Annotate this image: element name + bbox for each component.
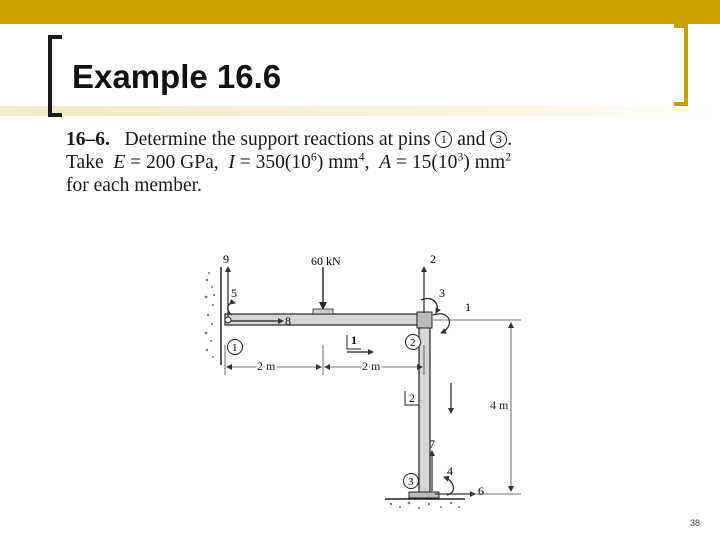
left-title-bracket bbox=[48, 35, 62, 117]
a-unit-exponent: 2 bbox=[505, 149, 512, 164]
i-exponent: 6 bbox=[310, 149, 317, 164]
problem-text-determine: Determine the support reactions at pins bbox=[124, 129, 431, 150]
page-number: 38 bbox=[690, 518, 701, 528]
code-8-label: 8 bbox=[285, 314, 291, 328]
code-4-label: 4 bbox=[447, 464, 453, 478]
load-60kn bbox=[313, 267, 333, 314]
code-7-label: 7 bbox=[429, 437, 435, 451]
a-unit: ) mm bbox=[463, 152, 506, 173]
right-title-bracket bbox=[674, 24, 688, 106]
code-1-label: 1 bbox=[465, 300, 471, 314]
code-5-label: 5 bbox=[231, 286, 237, 300]
dim-vertical-label: 4 m bbox=[490, 398, 509, 412]
code-9-label: 9 bbox=[223, 252, 229, 266]
node-3-label: 3 bbox=[408, 476, 414, 488]
problem-line-3: for each member. bbox=[66, 175, 202, 196]
dim-left-label: 2 m bbox=[257, 359, 276, 373]
horizontal-dimensions bbox=[225, 345, 424, 375]
member-1-label: 1 bbox=[351, 333, 357, 347]
problem-period: . bbox=[507, 129, 513, 150]
pin-3-ref: 3 bbox=[490, 131, 507, 148]
frame-diagram bbox=[195, 245, 525, 525]
code-2-label: 2 bbox=[430, 252, 436, 266]
dim-right-label: 2 m bbox=[362, 359, 381, 373]
node-1-label: 1 bbox=[232, 342, 238, 354]
left-wall-support bbox=[203, 267, 221, 365]
load-label: 60 kN bbox=[311, 254, 341, 268]
title-underline-band bbox=[0, 106, 720, 116]
comma: , bbox=[364, 152, 370, 173]
problem-line-1 bbox=[66, 128, 666, 151]
symbol-i: I bbox=[228, 152, 235, 173]
member-1-beam bbox=[225, 314, 423, 325]
e-value: = 200 GPa, bbox=[130, 152, 219, 173]
symbol-e: E bbox=[113, 152, 126, 173]
problem-text-take: Take bbox=[66, 152, 104, 173]
code-3-label: 3 bbox=[439, 286, 445, 300]
pin-1 bbox=[225, 317, 231, 323]
code-1-arrow bbox=[433, 314, 449, 333]
top-accent-bar bbox=[0, 0, 720, 24]
code-5-moment bbox=[228, 303, 235, 315]
pin-1-ref: 1 bbox=[435, 131, 452, 148]
a-exponent: 3 bbox=[457, 149, 464, 164]
joint-2-plate bbox=[417, 312, 432, 328]
node-2-label: 2 bbox=[410, 337, 416, 349]
problem-text-and: and bbox=[457, 129, 486, 150]
code-4-moment bbox=[444, 477, 453, 495]
symbol-a: A bbox=[379, 152, 392, 173]
problem-line-2 bbox=[66, 151, 666, 174]
i-unit: ) mm bbox=[316, 152, 359, 173]
a-value: = 15(10 bbox=[396, 152, 458, 173]
problem-number: 16–6. bbox=[66, 129, 110, 150]
problem-statement bbox=[66, 128, 666, 197]
member-2-label: 2 bbox=[409, 391, 415, 405]
i-value: = 350(10 bbox=[239, 152, 311, 173]
code-6-label: 6 bbox=[478, 484, 484, 498]
slide-title: Example 16.6 bbox=[72, 58, 282, 95]
i-unit-exponent: 4 bbox=[358, 149, 365, 164]
